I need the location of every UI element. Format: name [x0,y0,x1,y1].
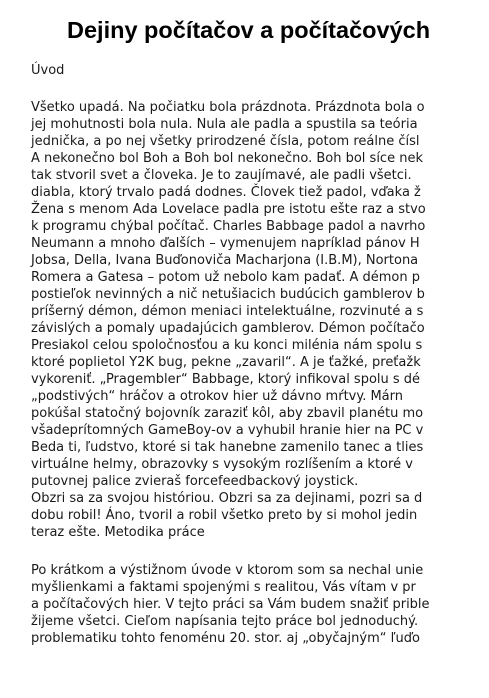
text-line: vykoreniť. „Pragembler“ Babbage, ktorý infikoval spolu s dé [31,372,421,387]
section-heading-intro: Úvod [31,63,65,78]
text-line: dobu robil! Áno, tvoril a robil všetko preto by si mohol jedin [31,508,418,523]
text-line: „podstivých“ hráčov a otrokov hier už dávno mŕtvy. Márn [31,389,403,404]
text-line: a počítačových hier. V tejto práci sa Vám budem snažiť prible [31,597,430,612]
text-line: A nekonečno bol Boh a Boh bol nekonečno. Boh bol síce nek [31,151,423,166]
text-line: Žena s menom Ada Lovelace padla pre istotu ešte raz a stvo [31,202,426,217]
text-line: Beda ti, ľudstvo, ktoré si tak hanebne zamenilo tanec a tlies [31,440,424,455]
text-line: problematiku tohto fenoménu 20. stor. aj „obyčajným“ ľuďo [31,631,420,646]
text-line: myšlienkami a faktami spojenými s realitou, Vás vítam v pr [31,580,416,595]
text-line: pokúšal statočný bojovník zaraziť kôl, aby zbavil planétu mo [31,406,424,421]
text-line: virtuálne helmy, obrazovky s vysokým rozlíšením a ktoré v [31,457,413,472]
text-line: Obzri sa za svojou históriou. Obzri sa za dejinami, pozri sa d [31,491,423,506]
text-line: Neumann a mnoho ďalších – vymenujem napríklad pánov H [31,236,420,251]
text-line: závislých a pomaly upadajúcich gamblerov. Démon počítačo [31,321,425,336]
text-line: diabla, ktorý trvalo padá dodnes. Človek tiež padol, vďaka ž [31,185,421,200]
text-line: ktoré poplietol Y2K bug, pekne „zavaril“. A je ťažké, preťažk [31,355,421,370]
text-line: príšerný démon, démon meniaci intelektuálne, rozvinuté a s [31,304,424,319]
text-line: Presiakol celou spoločnosťou a ku konci milénia nám spolu s [31,338,423,353]
text-line: teraz ešte. Metodika práce [31,525,205,540]
text-line: jednička, a po nej všetky prirodzené čísla, potom reálne čísl [31,134,420,149]
text-line: postieľok nevinných a nič netušiacich budúcich gamblerov b [31,287,425,302]
text-line: tak stvoril svet a človeka. Je to zaujímavé, ale padli všetci. [31,168,412,183]
text-line: všadeprítomných GameBoy-ov a vyhubil hranie hier na PC v [31,423,424,438]
text-line: putovnej palice zvieraš forcefeedbackový joystick. [31,474,359,489]
document-title: Dejiny počítačov a počítačových [67,17,431,43]
text-line: Po krátkom a výstižnom úvode v ktorom som sa nechal unie [31,563,424,578]
text-line: Romera a Gatesa – potom už nebolo kam padať. A démon p [31,270,421,285]
text-line: Všetko upadá. Na počiatku bola prázdnota. Prázdnota bola o [31,100,425,115]
text-line: žijeme všetci. Cieľom napísania tejto práce bol jednoduchý. [31,614,419,629]
text-line: k programu chýbal počítač. Charles Babbage padol a navrho [31,219,426,234]
text-line: jej mohutnosti bola nula. Nula ale padla a spustila sa teória [31,117,418,132]
text-line: Jobsa, Della, Ivana Buďonoviča Macharjona (I.B.M), Nortona [31,253,419,268]
